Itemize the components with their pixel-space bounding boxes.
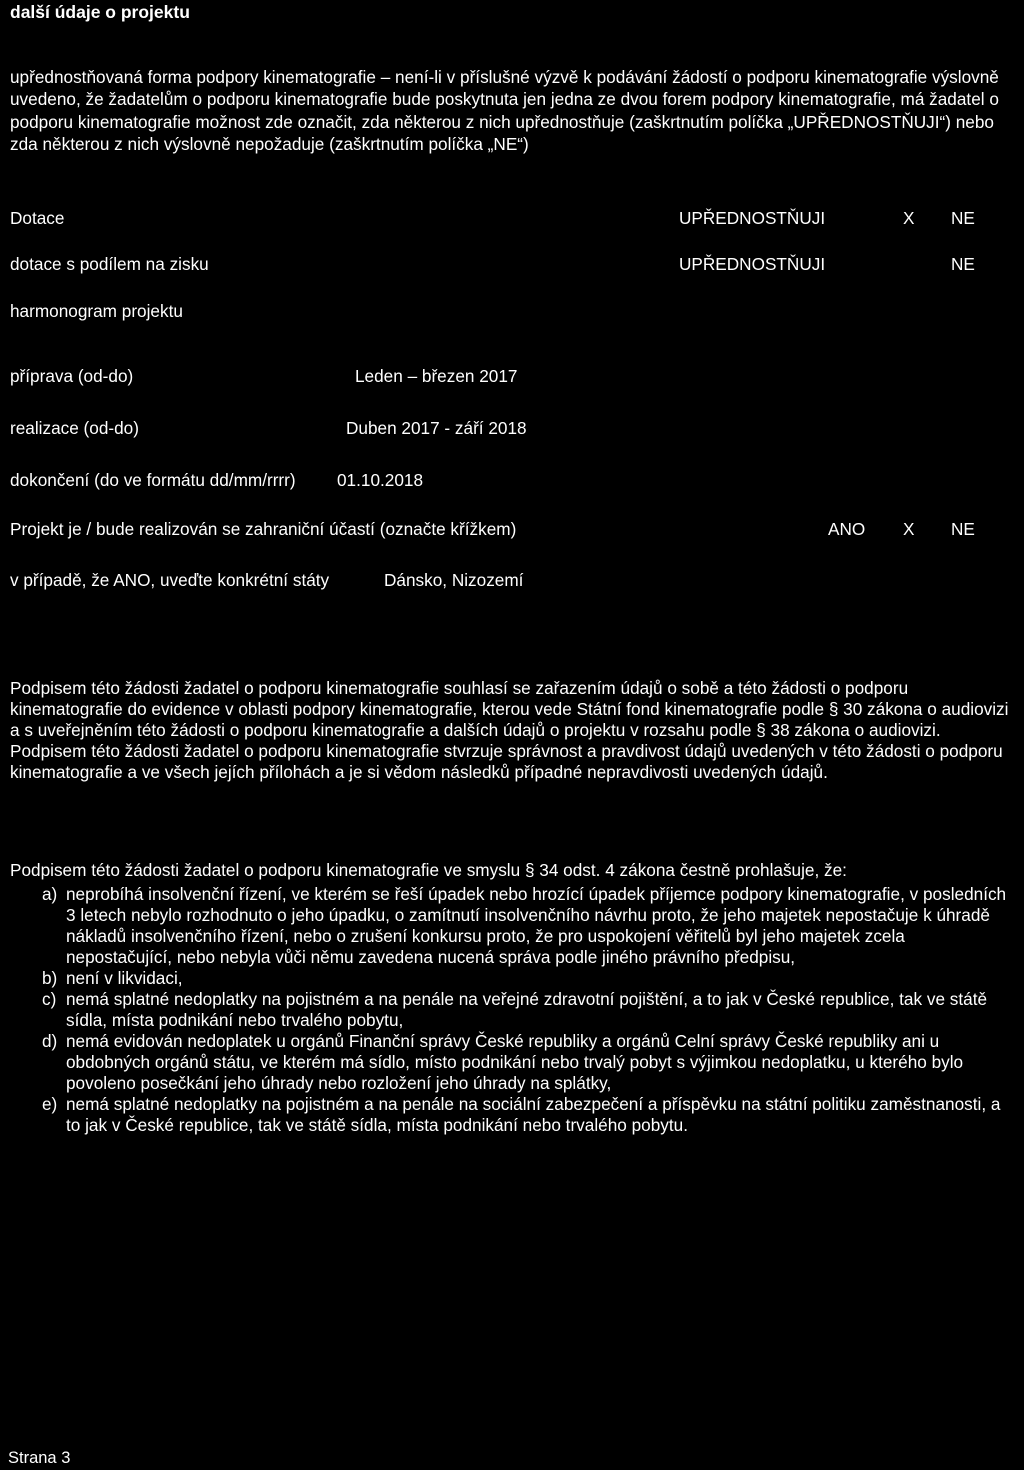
- schedule-value-dokonceni[interactable]: 01.10.2018: [337, 470, 424, 490]
- declaration-item-label: a): [42, 884, 58, 904]
- foreign-yes[interactable]: ANO: [828, 519, 866, 539]
- declaration-item: [10, 968, 1015, 989]
- declaration-intro: Podpisem této žádosti žadatel o podporu kinematografie ve smyslu § 34 odst. 4 zákona čestně prohlašuje, že:: [10, 860, 847, 880]
- declaration-item: [10, 1031, 1015, 1094]
- pref-row-prefer-dotace[interactable]: UPŘEDNOSTŇUJI: [679, 208, 826, 228]
- foreign-mark[interactable]: X: [903, 519, 915, 539]
- pref-row-mark-dotace[interactable]: X: [903, 208, 915, 228]
- consent-paragraph: Podpisem této žádosti žadatel o podporu kinematografie souhlasí se zařazením údajů o sobě a této žádosti o podporu kinematografie do evidence v oblasti podpory kinematografie, kterou vede Státní fond kinematografie podle § 30 zákona o audiovizi a s uveřejněním této žádosti o podporu kinematografie a dalších údajů o projektu v rozsahu podle § 38 zákona o audiovizi. Podpisem této žádosti žadatel o podporu kinematografie stvrzuje správnost a pravdivost údajů uvedených v této žádosti o podporu kinematografie a ve všech jejích přílohách a je si vědom následků případné nepravdivosti uvedených údajů.: [10, 678, 1009, 782]
- declaration-item-label: e): [42, 1093, 58, 1114]
- declaration-item: [10, 989, 1015, 1031]
- declaration-item-text: nemá splatné nedoplatky na pojistném a na penále na sociální zabezpečení a příspěvku na státní politiku zaměstnanosti, a to jak v České republice, tak ve státě sídla, místa podnikání nebo trvalého pobytu.: [66, 1093, 1001, 1135]
- schedule-label-priprava: příprava (od-do): [10, 366, 134, 386]
- foreign-states-label: v případě, že ANO, uveďte konkrétní státy: [10, 570, 330, 590]
- declaration-item: [10, 1094, 1015, 1136]
- preferred-form-intro: upřednostňovaná forma podpory kinematografie – není-li v příslušné výzvě k podávání žádostí o podporu kinematografie výslovně uvedeno, že žadatelům o podporu kinematografie bude poskytnuta jen jedna ze dvou forem podpory kinematografie, má žadatel o podporu kinematografie možnost zde označit, zda některou z nich upřednostňuje (zaškrtnutím políčka „UPŘEDNOSTŇUJI“) nebo zda některou z nich výslovně nepožaduje (zaškrtnutím políčka „NE“): [10, 67, 999, 155]
- declaration-item-label: d): [42, 1030, 58, 1051]
- schedule-heading: harmonogram projektu: [10, 301, 183, 321]
- schedule-value-realizace[interactable]: Duben 2017 - září 2018: [346, 418, 527, 438]
- declaration-item-label: c): [42, 988, 57, 1009]
- schedule-label-realizace: realizace (od-do): [10, 418, 139, 438]
- foreign-question: Projekt je / bude realizován se zahraniční účastí (označte křížkem): [10, 519, 517, 539]
- schedule-value-priprava[interactable]: Leden – březen 2017: [355, 366, 518, 386]
- section-title: další údaje o projektu: [10, 2, 190, 22]
- pref-row-label-dotace-zisk: dotace s podílem na zisku: [10, 254, 209, 274]
- foreign-states-value[interactable]: Dánsko, Nizozemí: [384, 570, 524, 590]
- pref-row-label-dotace: Dotace: [10, 208, 65, 228]
- foreign-no[interactable]: NE: [951, 519, 975, 539]
- declaration-item: [10, 884, 1015, 968]
- pref-row-no-dotace-zisk[interactable]: NE: [951, 254, 975, 274]
- declaration-item-label: b): [42, 967, 58, 988]
- declaration-list: [10, 884, 1015, 1136]
- page-number: Strana 3: [8, 1449, 71, 1467]
- declaration-item-text: nemá evidován nedoplatek u orgánů Finanční správy České republiky a orgánů Celní správy České republiky ani u obdobných orgánů státu, ve kterém má sídlo, místo podnikání nebo trvalý pobyt s výjimkou nedoplatku, u kterého bylo povoleno posečkání jeho úhrady nebo rozložení jeho úhrady na splátky,: [66, 1030, 964, 1093]
- pref-row-prefer-dotace-zisk[interactable]: UPŘEDNOSTŇUJI: [679, 254, 826, 274]
- pref-row-no-dotace[interactable]: NE: [951, 208, 975, 228]
- schedule-label-dokonceni: dokončení (do ve formátu dd/mm/rrrr): [10, 470, 296, 490]
- declaration-item-text: neprobíhá insolvenční řízení, ve kterém se řeší úpadek nebo hrozící úpadek příjemce podpory kinematografie, v posledních 3 letech nebylo rozhodnuto o jeho úpadku, o zamítnutí insolvenčního návrhu proto, že jeho majetek nepostačuje k úhradě nákladů insolvenčního řízení, nebo o zrušení konkursu proto, že pro uspokojení věřitelů byl jeho majetek zcela nepostačující, nebo nebyla vůči němu zavedena nucená správa podle jiného právního předpisu,: [66, 884, 1007, 967]
- declaration-item-text: není v likvidaci,: [66, 967, 183, 988]
- declaration-item-text: nemá splatné nedoplatky na pojistném a na penále na veřejné zdravotní pojištění, a to jak v České republice, tak ve státě sídla, místa podnikání nebo trvalého pobytu,: [66, 988, 988, 1030]
